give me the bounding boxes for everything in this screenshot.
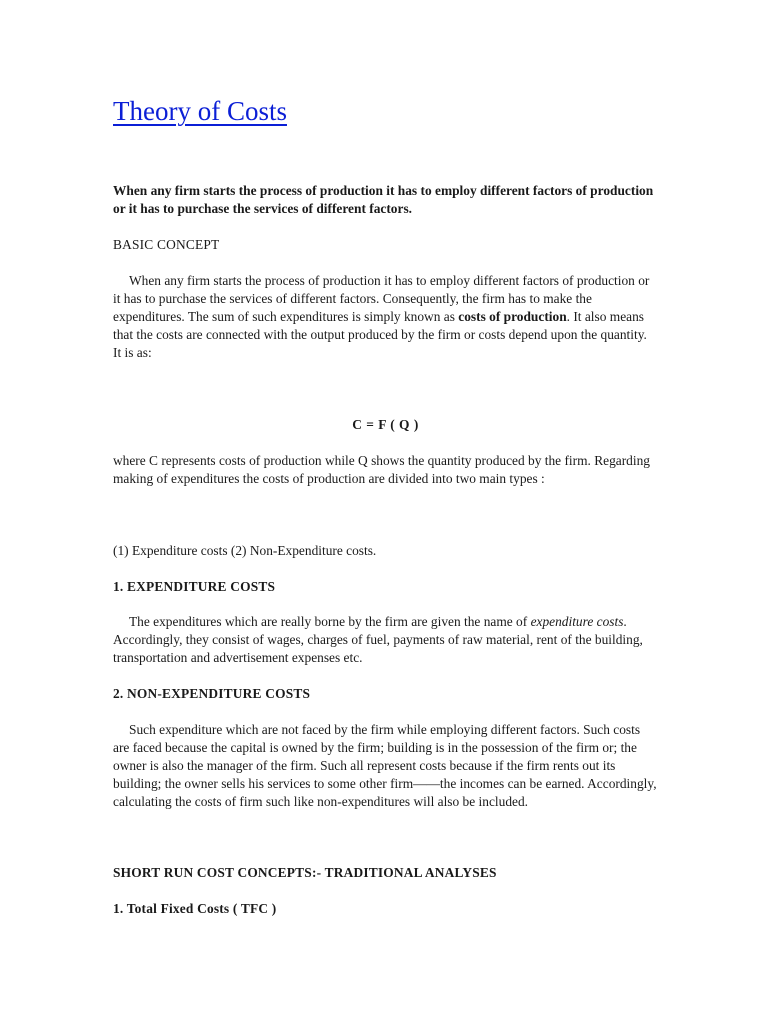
intro-paragraph: When any firm starts the process of production it has to employ different factors of production or it has to purchase the services of different factors. [113,183,654,216]
expenditure-costs-heading: 1. EXPENDITURE COSTS [113,579,276,594]
total-fixed-costs-heading: 1. Total Fixed Costs ( TFC ) [113,901,277,916]
basic-concept-text-1: When any firm starts the process of production it has to employ different factors of production or it has to purchase the services of different factors. Consequently, the firm has to make the expenditures. The sum of such expenditures is simply known as [113,273,650,324]
expenditure-costs-paragraph [113,613,658,667]
non-expenditure-costs-paragraph: Such expenditure which are not faced by the firm while employing different factors. Such costs are faced because the capital is owned by the firm; building is in the possession of the firm or; the owner is also the manager of the firm. Such all represent costs because if the firm rents out its building; the owner sells his services to some other firm——the incomes can be earned. Accordingly, calculating the costs of firm such like non-expenditures will also be included. [113,722,657,809]
expenditure-text-1: The expenditures which are really borne by the firm are given the name of [129,614,531,629]
costs-of-production-term: costs of production [458,309,567,324]
cost-formula: C = F ( Q ) [352,417,419,432]
non-expenditure-costs-heading: 2. NON-EXPENDITURE COSTS [113,686,311,701]
expenditure-costs-term: expenditure costs [530,614,624,629]
expenditure-text-2: . Accordingly, they consist of wages, charges of fuel, payments of raw material, rent of the building, transportation and advertisement expenses etc. [113,614,643,665]
basic-concept-paragraph [113,272,658,362]
where-paragraph: where C represents costs of production while Q shows the quantity produced by the firm. Regarding making of expenditures the costs of production are divided into two main types : [113,453,650,486]
short-run-cost-concepts-heading: SHORT RUN COST CONCEPTS:- TRADITIONAL ANALYSES [113,865,497,880]
basic-concept-text-2: . It also means that the costs are connected with the output produced by the firm or costs depend upon the quantity. It is as: [113,309,647,360]
page-title[interactable]: Theory of Costs [113,96,287,126]
cost-types-line: (1) Expenditure costs (2) Non-Expenditure costs. [113,543,377,558]
basic-concept-heading: BASIC CONCEPT [113,237,220,252]
